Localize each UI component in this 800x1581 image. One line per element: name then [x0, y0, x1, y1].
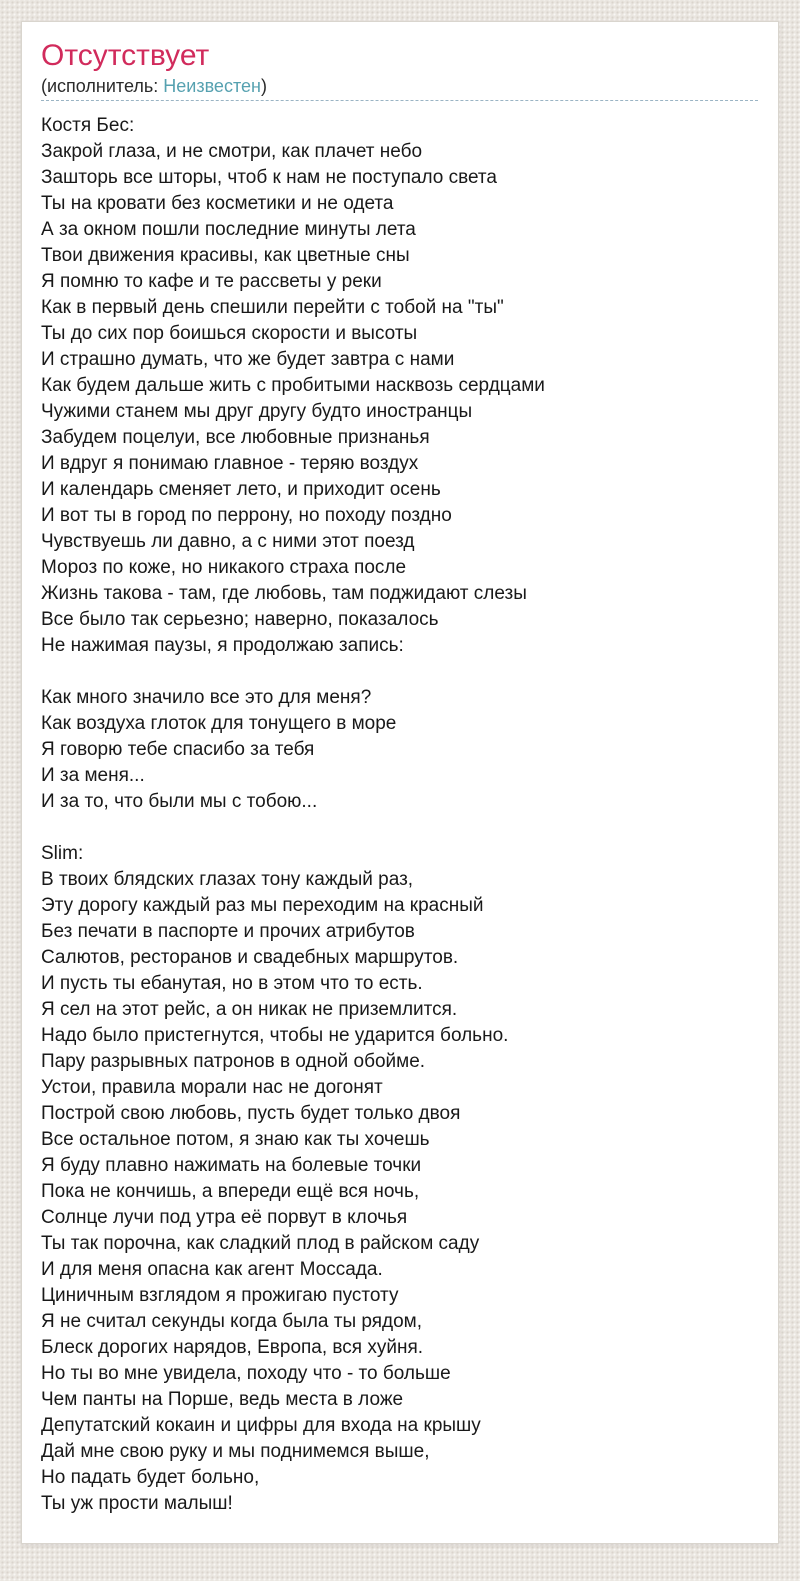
- lyric-line: [41, 659, 758, 685]
- lyric-line: Как воздуха глоток для тонущего в море: [41, 713, 397, 734]
- lyric-line: Не нажимая паузы, я продолжаю запись:: [41, 635, 404, 656]
- lyric-line: Я буду плавно нажимать на болевые точки: [41, 1155, 422, 1176]
- lyric-line: И календарь сменяет лето, и приходит осень: [41, 479, 441, 500]
- lyric-line: И для меня опасна как агент Моссада.: [41, 1259, 383, 1280]
- lyric-line: Закрой глаза, и не смотри, как плачет небо: [41, 141, 423, 162]
- artist-label: (исполнитель:: [41, 76, 164, 96]
- lyric-line: Чем панты на Порше, ведь места в ложе: [41, 1389, 404, 1410]
- lyric-line: Жизнь такова - там, где любовь, там поджидают слезы: [41, 583, 527, 604]
- lyric-line: В твоих блядских глазах тону каждый раз,: [41, 869, 414, 890]
- lyric-line: Как в первый день спешили перейти с тобой на "ты": [41, 297, 504, 318]
- page-background: [0, 21, 800, 1581]
- lyric-line: Slim:: [41, 843, 84, 864]
- lyric-line: Твои движения красивы, как цветные сны: [41, 245, 410, 266]
- lyrics-text: [41, 113, 758, 1517]
- lyric-line: И страшно думать, что же будет завтра с нами: [41, 349, 455, 370]
- lyric-line: Костя Бес:: [41, 115, 135, 136]
- lyrics-card: [21, 21, 779, 1544]
- lyric-line: Ты уж прости малыш!: [41, 1493, 233, 1514]
- lyric-line: Депутатский кокаин и цифры для входа на крышу: [41, 1415, 481, 1436]
- lyric-line: Зашторь все шторы, чтоб к нам не поступало света: [41, 167, 497, 188]
- lyric-line: Мороз по коже, но никакого страха после: [41, 557, 407, 578]
- lyric-line: Все было так серьезно; наверно, показалось: [41, 609, 439, 630]
- lyric-line: И вдруг я понимаю главное - теряю воздух: [41, 453, 419, 474]
- lyric-line: Пока не кончишь, а впереди ещё вся ночь,: [41, 1181, 420, 1202]
- lyric-line: Но ты во мне увидела, походу что - то больше: [41, 1363, 451, 1384]
- lyric-line: Салютов, ресторанов и свадебных маршрутов.: [41, 947, 459, 968]
- lyric-line: И за меня...: [41, 765, 145, 786]
- dashed-separator: [41, 100, 758, 101]
- artist-line: [41, 75, 758, 100]
- lyric-line: Солнце лучи под утра её порвут в клочья: [41, 1207, 408, 1228]
- lyric-line: Как много значило все это для меня?: [41, 687, 372, 708]
- song-title: Отсутствует: [41, 39, 210, 72]
- artist-suffix: ): [260, 76, 267, 96]
- lyric-line: Как будем дальше жить с пробитыми насквозь сердцами: [41, 375, 545, 396]
- lyric-line: Чувствуешь ли давно, а с ними этот поезд: [41, 531, 415, 552]
- lyric-line: Эту дорогу каждый раз мы переходим на красный: [41, 895, 484, 916]
- lyric-line: Надо было пристегнутся, чтобы не ударится больно.: [41, 1025, 509, 1046]
- lyric-line: Циничным взглядом я прожигаю пустоту: [41, 1285, 399, 1306]
- lyric-line: Но падать будет больно,: [41, 1467, 260, 1488]
- lyric-line: Я говорю тебе спасибо за тебя: [41, 739, 315, 760]
- lyric-line: Построй свою любовь, пусть будет только двоя: [41, 1103, 461, 1124]
- lyric-line: Устои, правила морали нас не догонят: [41, 1077, 383, 1098]
- artist-link[interactable]: Неизвестен: [163, 76, 261, 96]
- lyric-line: Ты так порочна, как сладкий плод в райском саду: [41, 1233, 480, 1254]
- lyric-line: Я не считал секунды когда была ты рядом,: [41, 1311, 423, 1332]
- lyric-line: И за то, что были мы с тобою...: [41, 791, 318, 812]
- lyric-line: И пусть ты ебанутая, но в этом что то есть.: [41, 973, 423, 994]
- lyric-line: Ты на кровати без косметики и не одета: [41, 193, 394, 214]
- lyric-line: Дай мне свою руку и мы поднимемся выше,: [41, 1441, 430, 1462]
- lyric-line: А за окном пошли последние минуты лета: [41, 219, 416, 240]
- lyric-line: Без печати в паспорте и прочих атрибутов: [41, 921, 415, 942]
- lyric-line: Все остальное потом, я знаю как ты хочешь: [41, 1129, 430, 1150]
- lyric-line: И вот ты в город по перрону, но походу поздно: [41, 505, 452, 526]
- lyric-line: Блеск дорогих нарядов, Европа, вся хуйня.: [41, 1337, 424, 1358]
- lyric-line: Я сел на этот рейс, а он никак не приземлится.: [41, 999, 458, 1020]
- lyric-line: Пару разрывных патронов в одной обойме.: [41, 1051, 426, 1072]
- lyric-line: Я помню то кафе и те рассветы у реки: [41, 271, 382, 292]
- lyric-line: [41, 815, 758, 841]
- lyric-line: Чужими станем мы друг другу будто иностранцы: [41, 401, 473, 422]
- lyric-line: Забудем поцелуи, все любовные признанья: [41, 427, 430, 448]
- lyric-line: Ты до сих пор боишься скорости и высоты: [41, 323, 418, 344]
